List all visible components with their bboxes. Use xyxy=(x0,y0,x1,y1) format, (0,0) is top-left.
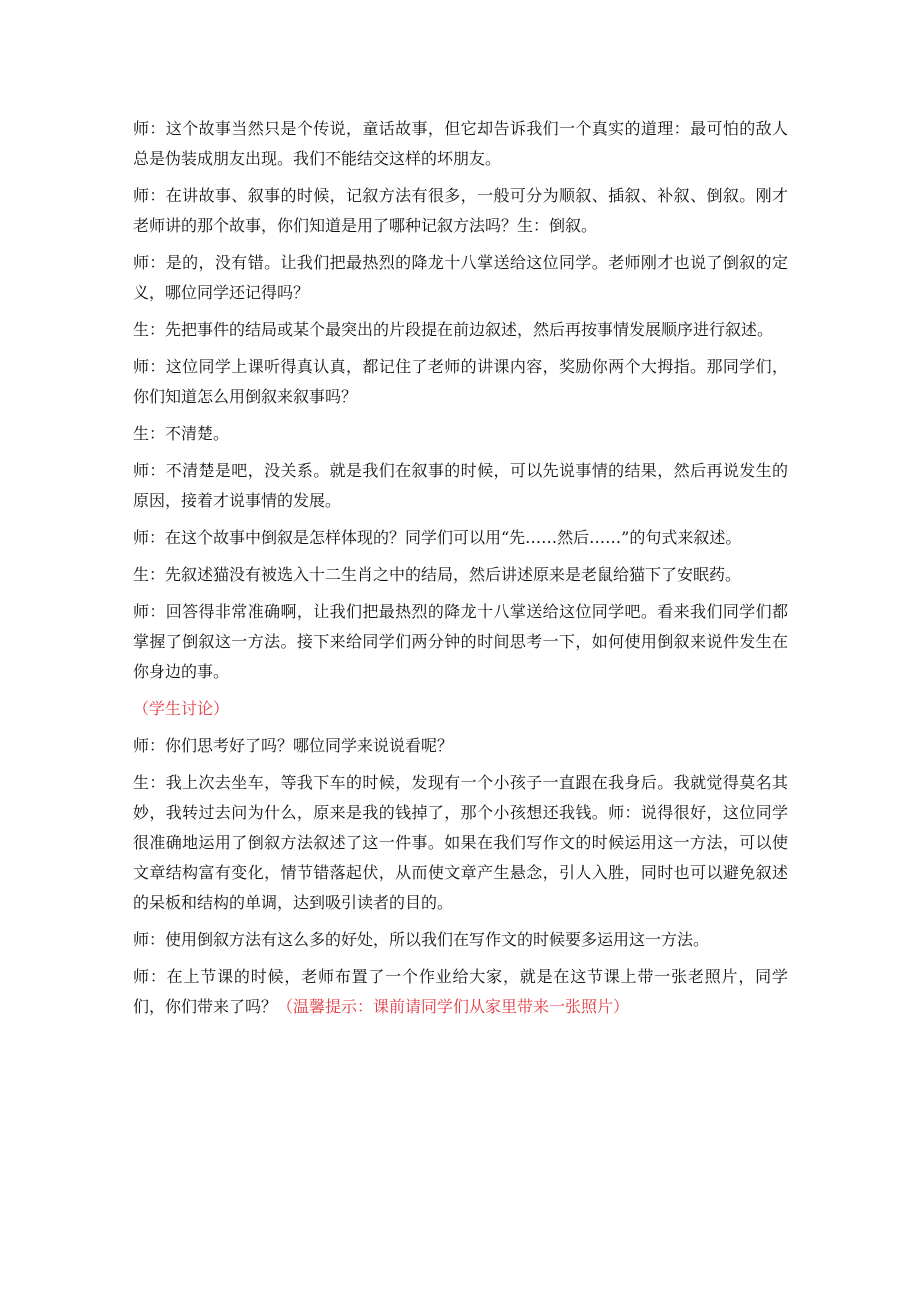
document-page xyxy=(133,114,788,1029)
paragraph-13: 生：我上次去坐车，等我下车的时候，发现有一个小孩子一直跟在我身后。我就觉得莫名其妙，我转过去问为什么，原来是我的钱掉了，那个小孩想还我钱。师：说得很好，这位同学很准确地运用了倒叙方法叙述了这一件事。如果在我们写作文的时候运用这一方法，可以使文章结构富有变化，情节错落起伏，从而使文章产生悬念，引人入胜，同时也可以避免叙述的呆板和结构的单调，达到吸引读者的目的。 xyxy=(133,773,788,912)
paragraph-12: 师：你们思考好了吗？哪位同学来说说看呢？ xyxy=(133,736,454,755)
paragraph-14: 师：使用倒叙方法有这么多的好处，所以我们在写作文的时候要多运用这一方法。 xyxy=(133,930,710,949)
paragraph-15 xyxy=(133,962,788,1022)
paragraph-5: 师：这位同学上课听得真认真，都记住了老师的讲课内容，奖励你两个大拇指。那同学们，你们知道怎么用倒叙来叙事吗？ xyxy=(133,357,788,406)
paragraph-1: 师：这个故事当然只是个传说，童话故事，但它却告诉我们一个真实的道理：最可怕的敌人总是伪装成朋友出现。我们不能结交这样的坏朋友。 xyxy=(133,119,788,168)
paragraph-2: 师：在讲故事、叙事的时候，记叙方法有很多，一般可分为顺叙、插叙、补叙、倒叙。刚才老师讲的那个故事，你们知道是用了哪种记叙方法吗？生：倒叙。 xyxy=(133,186,788,235)
paragraph-6: 生：不清楚。 xyxy=(133,424,230,443)
tip-note: （温馨提示：课前请同学们从家里带来一张照片） xyxy=(277,997,630,1016)
paragraph-7: 师：不清楚是吧，没关系。就是我们在叙事的时候，可以先说事情的结果，然后再说发生的原因，接着才说事情的发展。 xyxy=(133,461,788,510)
paragraph-9: 生：先叙述猫没有被选入十二生肖之中的结局，然后讲述原来是老鼠给猫下了安眠药。 xyxy=(133,565,742,584)
stage-direction-note: （学生讨论） xyxy=(133,699,230,718)
paragraph-10: 师：回答得非常准确啊，让我们把最热烈的降龙十八掌送给这位同学吧。看来我们同学们都掌握了倒叙这一方法。接下来给同学们两分钟的时间思考一下，如何使用倒叙来说件发生在你身边的事。 xyxy=(133,602,788,681)
paragraph-15-text: 师：在上节课的时候，老师布置了一个作业给大家，就是在这节课上带一张老照片，同学们，你们带来了吗？ xyxy=(133,967,788,1016)
paragraph-8: 师：在这个故事中倒叙是怎样体现的？同学们可以用“先……然后……”的句式来叙述。 xyxy=(133,528,742,547)
paragraph-3: 师：是的，没有错。让我们把最热烈的降龙十八掌送给这位同学。老师刚才也说了倒叙的定义，哪位同学还记得吗？ xyxy=(133,253,788,302)
paragraph-4: 生：先把事件的结局或某个最突出的片段提在前边叙述，然后再按事情发展顺序进行叙述。 xyxy=(133,320,774,339)
